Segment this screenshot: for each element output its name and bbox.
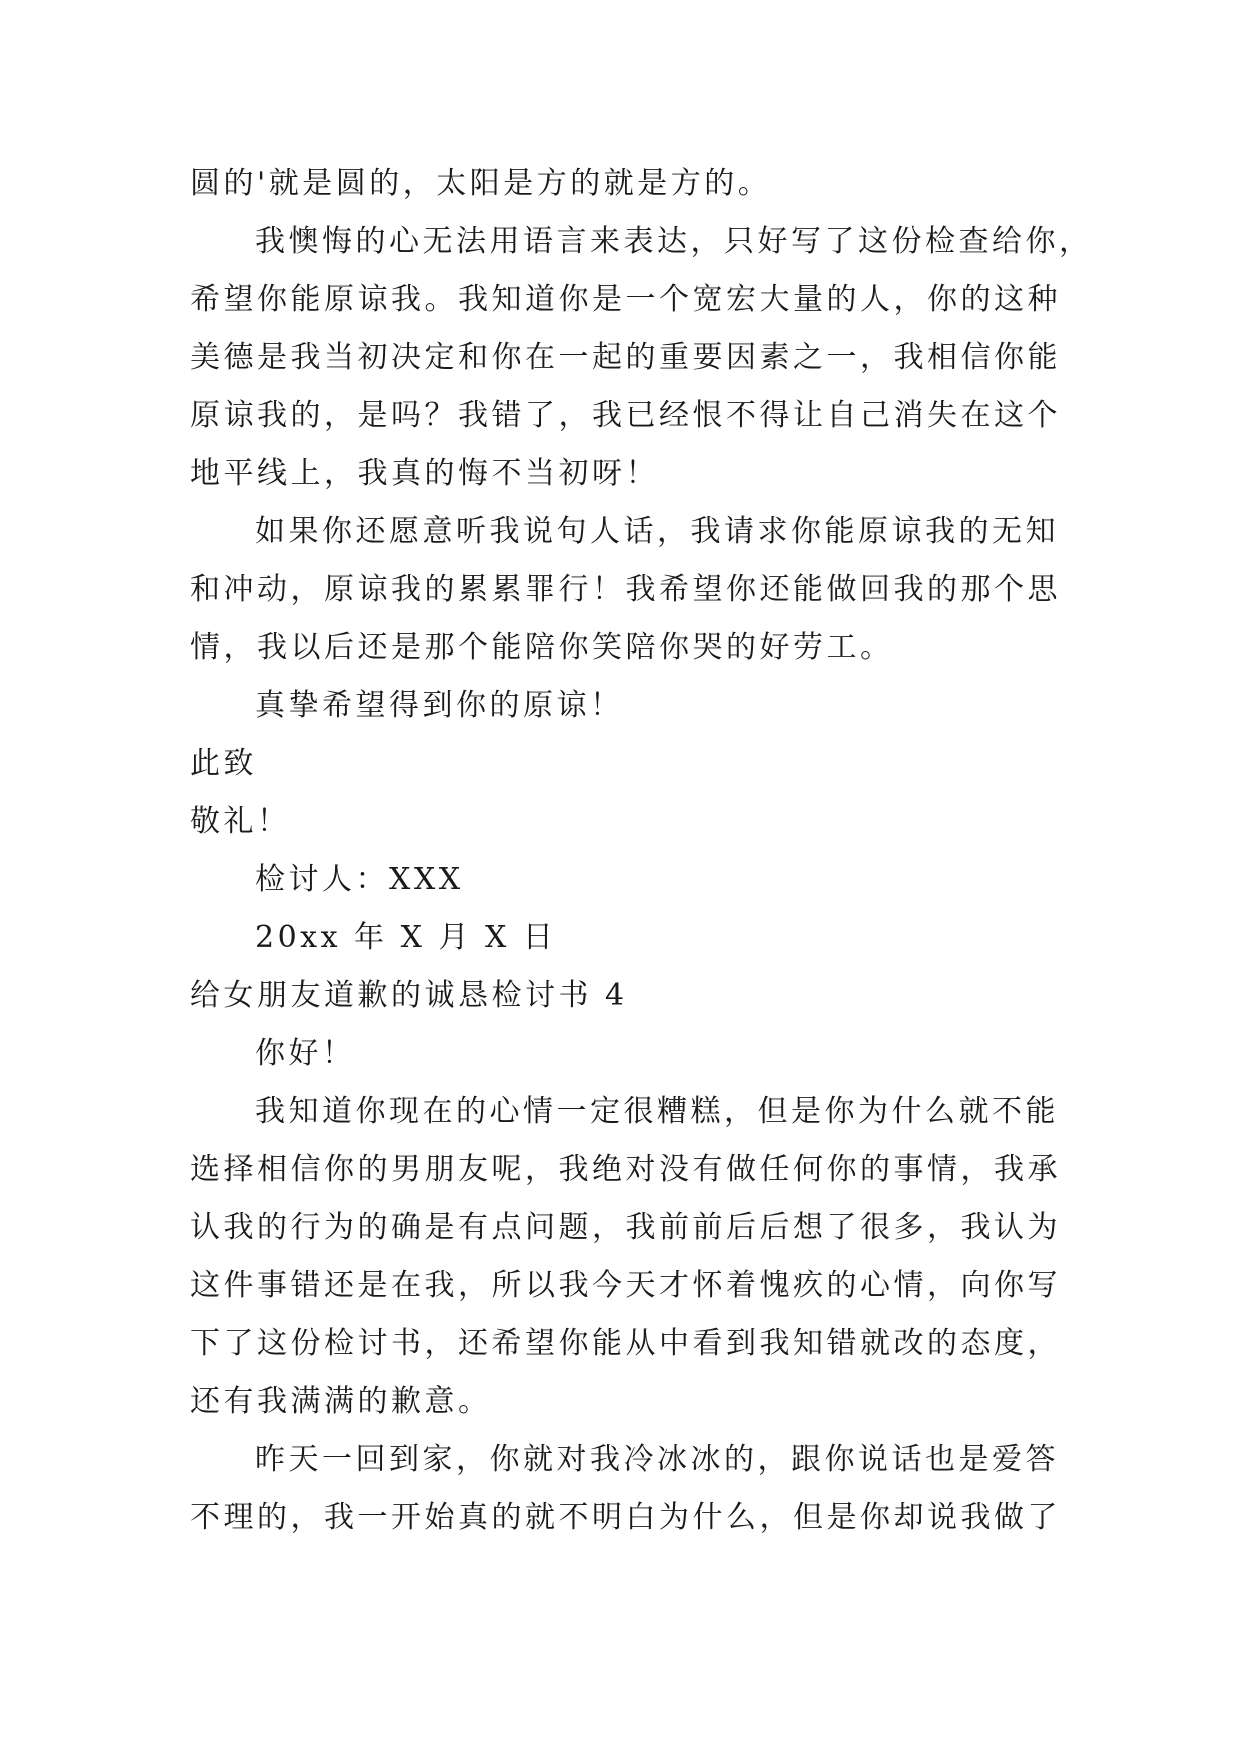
- text-line: 选择相信你的男朋友呢，我绝对没有做任何你的事情，我承: [190, 1152, 1061, 1187]
- text-line: 下了这份检讨书，还希望你能从中看到我知错就改的态度，: [190, 1326, 1061, 1361]
- text-line: 这件事错还是在我，所以我今天才怀着愧疚的心情，向你写: [190, 1268, 1061, 1303]
- text-line: 希望你能原谅我。我知道你是一个宽宏大量的人，你的这种: [190, 282, 1061, 317]
- text-line: 地平线上，我真的悔不当初呀！: [190, 456, 659, 491]
- text-line: 真挚希望得到你的原谅！: [255, 688, 624, 723]
- closing-salutation: 敬礼！: [190, 804, 291, 839]
- text-line: 还有我满满的歉意。: [190, 1384, 492, 1419]
- date-line: 20xx 年 X 月 X 日: [255, 920, 557, 955]
- text-line: 情，我以后还是那个能陪你笑陪你哭的好劳工。: [190, 630, 894, 665]
- section-title: 给女朋友道歉的诚恳检讨书 4: [190, 978, 628, 1013]
- text-line: 圆的'就是圆的，太阳是方的就是方的。: [190, 166, 772, 201]
- text-line: 原谅我的，是吗？我错了，我已经恨不得让自己消失在这个: [190, 398, 1061, 433]
- text-line: 认我的行为的确是有点问题，我前前后后想了很多，我认为: [190, 1210, 1061, 1245]
- text-line: 美德是我当初决定和你在一起的重要因素之一，我相信你能: [190, 340, 1061, 375]
- text-line: 我知道你现在的心情一定很糟糕，但是你为什么就不能: [255, 1094, 1059, 1129]
- signature-line: 检讨人：XXX: [255, 862, 464, 897]
- text-line: 和冲动，原谅我的累累罪行！我希望你还能做回我的那个思: [190, 572, 1061, 607]
- text-line: 不理的，我一开始真的就不明白为什么，但是你却说我做了: [190, 1500, 1061, 1535]
- closing-salutation: 此致: [190, 746, 257, 781]
- text-line: 昨天一回到家，你就对我冷冰冰的，跟你说话也是爱答: [255, 1442, 1059, 1477]
- text-line: 如果你还愿意听我说句人话，我请求你能原谅我的无知: [255, 514, 1059, 549]
- greeting-line: 你好！: [255, 1036, 356, 1071]
- text-line: 我懊悔的心无法用语言来表达，只好写了这份检查给你，: [255, 224, 1093, 259]
